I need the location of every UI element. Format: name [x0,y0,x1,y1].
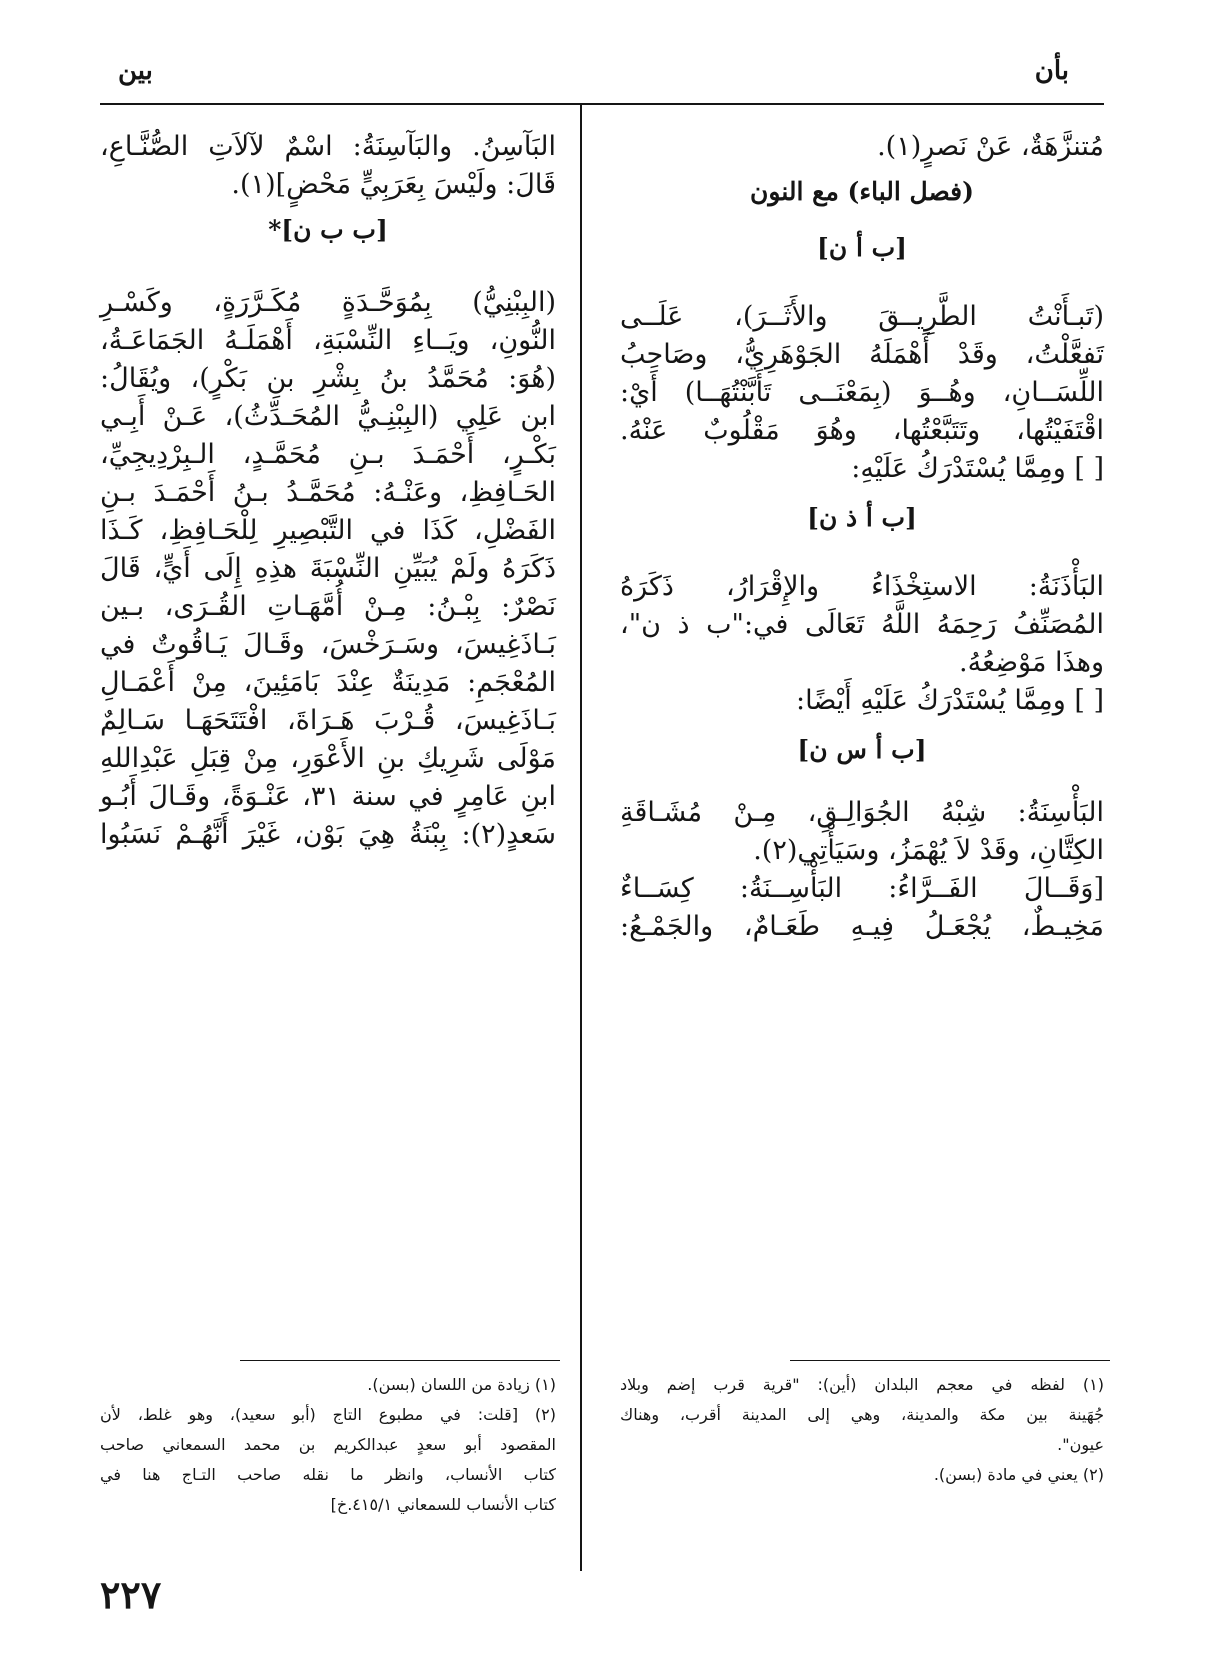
spacer [620,770,1104,794]
text-line: اللِّسَــانِ، وهُــوَ (بِمَعْنَــى تَأَبَّنْتُهَــا) أَيْ: [620,377,1104,408]
text-line: مَوْلَى شَرِيكِ بنِ الأَعْوَرِ، مِنْ قِبَلِ عَبْدِاللهِ [100,743,556,774]
running-head-left: بين [118,56,153,86]
text-line: البَأْذَنَةُ: الاستِخْذَاءُ والإِقْرَارُ، ذَكَرَهُ [620,571,1104,602]
text-line: (هُوَ: مُحَمَّدُ بنُ بِشْرِ بنِ بَكْرٍ)، ويُقَالُ: [100,363,556,394]
text-line: بَكْـرٍ، أَحْمَـدَ بـنِ مُحَمَّـدٍ، الـبِرْدِيجِيِّ، [100,439,556,470]
text-line: النُّونِ، ويَــاءِ النِّسْبَةِ، أَهْمَلَـهُ الجَمَاعَـةُ، [100,325,556,356]
text-line: المُعْجَمِ: مَدِينَةٌ عِنْدَ بَامَئِينَ، مِنْ أَعْمَـالِ [100,667,556,698]
text-line: الكِتَّانِ، وقَدْ لاَ يُهْمَزُ، وسَيَأْتِي(٢). [753,835,1104,866]
text-line: [وَقَــالَ الفَــرَّاءُ: البَأْسِــنَةُ: كِسَــاءٌ [620,873,1104,904]
column-divider [580,103,582,1571]
running-head-right: بأن [1034,56,1069,86]
footnote-line: كتاب الأنساب للسمعاني ٤١٥/١.خ] [330,1495,556,1514]
text-line: (تَبـأَنْتُ الطَّرِيــقَ والأَثَــرَ)، عَلَــى [620,301,1104,332]
text-line: مُتنزَّهَةٌ، عَنْ نَصرٍ(١). [877,131,1104,162]
text-line: ابن عَلِي (البِبْنِـيُّ المُحَـدِّثُ)، عَـنْ أَبِـي [100,401,556,432]
text-line: سَعدٍ(٢): بِبْنَةُ هِيَ بَوْن، غَيْرَ أَنَّهُـمْ نَسَبُوا [100,819,556,850]
addendum-note: [ ] ومِمَّا يُسْتَدْرَكُ عَلَيْهِ: [851,453,1104,484]
text-line: بَـاذَغِيسَ، قُـرْبَ هَـرَاةَ، افْتَتَحَهَـا سَـالِمٌ [100,705,556,736]
text-line: الفَضْلِ، كَذَا في التَّبْصِيرِ لِلْحَـافِظِ، كَـذَا [100,515,556,546]
footnote-line: (٢) يعني في مادة (بسن). [933,1465,1104,1484]
text-line: تَفعَّلْتُ، وقَدْ أَهْمَلَهُ الجَوْهَرِيُّ، وصَاحِبُ [620,339,1104,370]
text-line: (البِبْنِيُّ) بِمُوَحَّـدَةٍ مُكَـرَّرَةٍ، وكَسْـرِ [100,287,556,318]
text-line: البَآسِنُ. والبَآسِنَةُ: اسْمٌ لآلاَتِ الصُّنَّـاعِ، [100,131,556,162]
text-line: المُصَنِّفُ رَحِمَهُ اللَّهُ تَعَالَى في:"ب ذ ن"، [620,609,1104,640]
footnote-line: كتاب الأنساب، وانظر ما نقله صاحب التـاج هنا في [100,1465,556,1484]
footnote-line: (١) لفظه في معجم البلدان (أين): "قرية قرب إضم وبلاد [620,1375,1104,1394]
footnote-line: (٢) [قلت: في مطبوع التاج (أبو سعيد)، وهو غلط، لأن [100,1405,556,1424]
left-column [100,128,556,854]
spacer [620,268,1104,298]
footnote-line: المقصود أبو سعدٍ عبدالكريم بن محمد السمعاني صاحب [100,1435,556,1454]
addendum-note: [ ] ومِمَّا يُسْتَدْرَكُ عَلَيْهِ أَيْضًا: [796,685,1104,716]
footnote-rule-left [240,1360,560,1361]
text-line: اقْتَفَيْتُها، وتَتَبَّعْتُها، وهُوَ مَقْلُوبٌ عَنْهُ. [620,415,1104,446]
entry-heading: [ب أ ذ ن] [807,503,917,532]
text-line: ذَكَرَهُ ولَمْ يُبَيِّنِ النِّسْبَةَ هذِهِ إِلَى أَيٍّ، قَالَ [100,553,556,584]
entry-heading: [ب أ ن] [817,233,907,262]
entry-heading: [ب أ س ن] [797,735,927,764]
text-line: الحَـافِظِ، وعَنْـهُ: مُحَمَّـدُ بـنُ أَحْمَـدَ بـنِ [100,477,556,508]
footnote-rule-right [790,1360,1110,1361]
text-line: وهذَا مَوْضِعُهُ. [959,647,1104,678]
footnotes-left [100,1370,556,1520]
text-line: بَـاذَغِيسَ، وسَـرَخْسَ، وقَـالَ يَـاقُوتٌ في [100,629,556,660]
text-line: ابنِ عَامِرٍ في سنة ٣١، عَنْـوَةً، وقَـالَ أَبُـو [100,781,556,812]
footnotes-right [620,1370,1104,1490]
footnote-line: جُهَينة بين مكة والمدينة، وهي إلى المدينة أقرب، وهناك [620,1405,1104,1424]
spacer [620,538,1104,568]
footnote-line: عيون". [1057,1435,1104,1454]
text-line: نَصْرٌ: بِبْـنُ: مِـنْ أُمَّهَـاتِ القُـرَى، بـين [100,591,556,622]
entry-heading: [ب ب ن]* [268,215,388,244]
spacer [100,250,556,284]
right-column [620,128,1104,946]
header-rule [100,103,1104,105]
text-line: قَالَ: ولَيْسَ بِعَرَبِيٍّ مَحْضٍ](١). [231,169,556,200]
page-number: ٢٢٧ [100,1572,162,1617]
footnote-line: (١) زيادة من اللسان (بسن). [367,1375,556,1394]
section-heading: (فصل الباء) مع النون [750,177,974,206]
text-line: مَخِيـطٌ، يُجْعَـلُ فِيـهِ طَعَـامٌ، والجَمْـعُ: [620,911,1104,942]
text-line: البَأْسِنَةُ: شِبْهُ الجُوَالِـقِ، مِـنْ مُشَـاقَةِ [620,797,1104,828]
